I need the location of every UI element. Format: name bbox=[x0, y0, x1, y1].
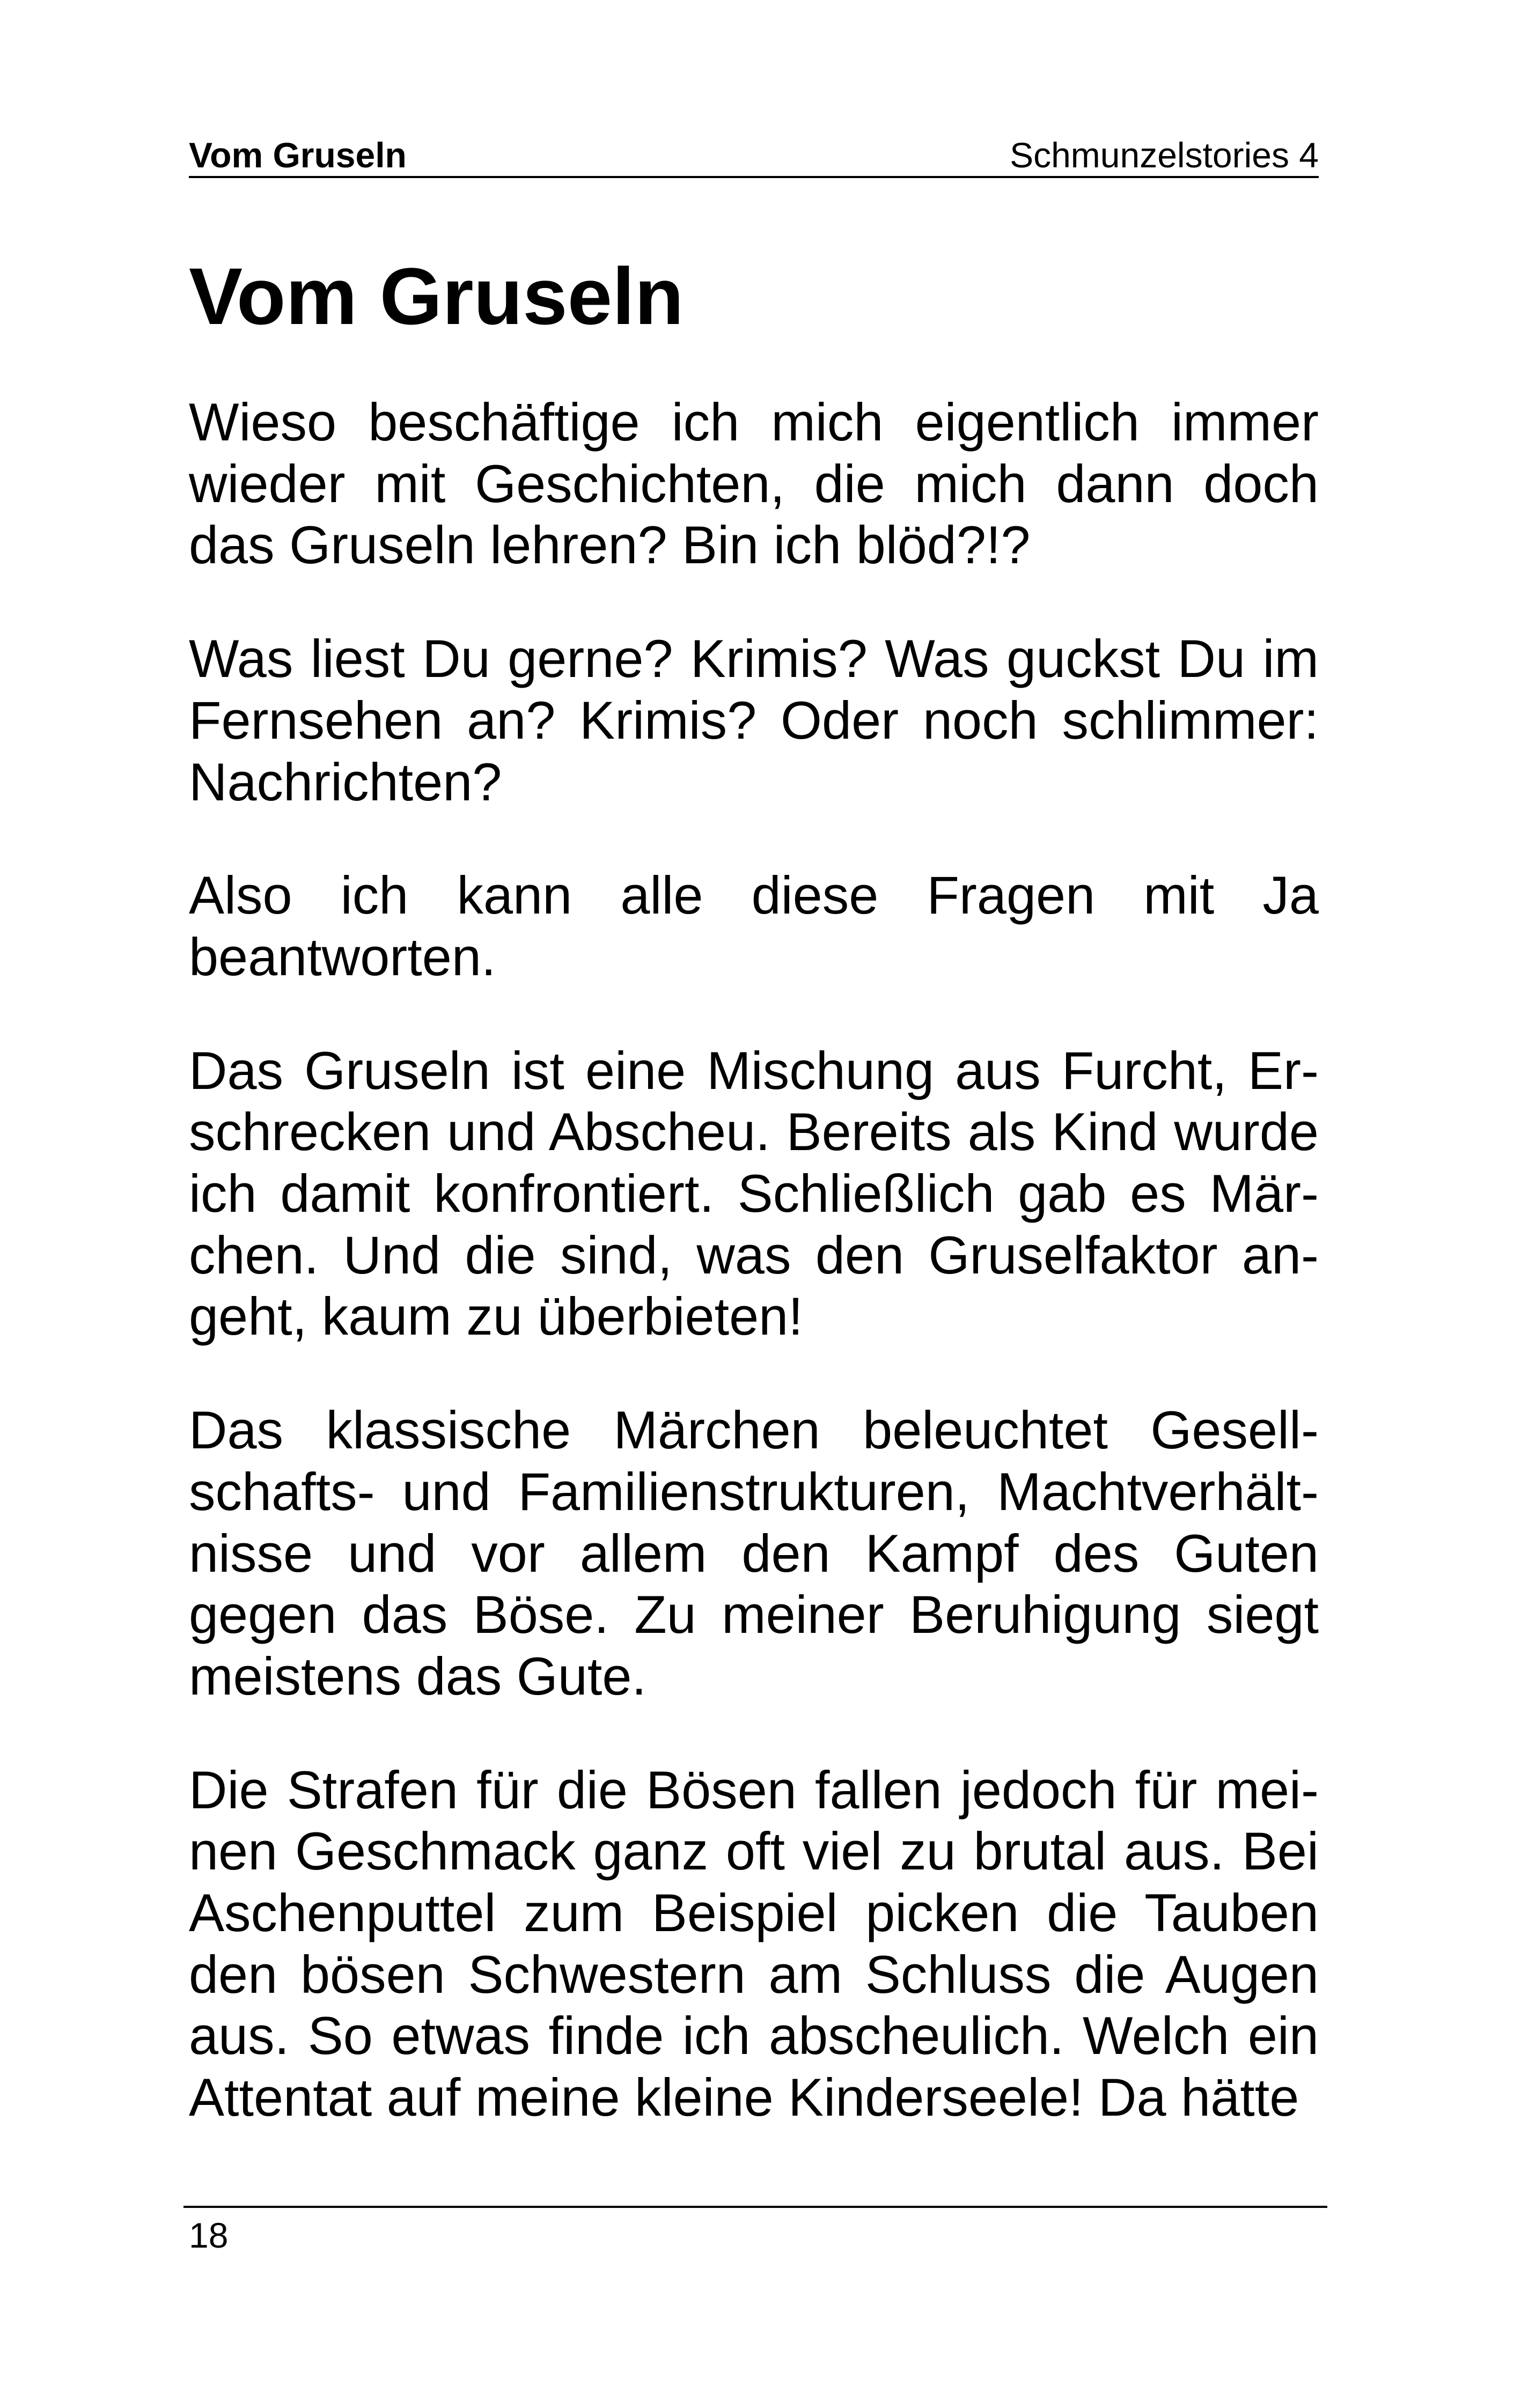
paragraph-3: Also ich kann alle diese Fragen mit Ja beantworten. bbox=[189, 865, 1319, 986]
running-header bbox=[189, 129, 1319, 178]
page-number: 18 bbox=[189, 2215, 229, 2255]
paragraph-5: Das klassische Märchen beleuchtet Gesellschafts- und Familienstrukturen, Machtverhältnisse und vor allem den Kampf des Guten gegen das Böse. Zu meiner Beruhigung siegt meistens das Gute. bbox=[189, 1400, 1319, 1706]
footer-rule bbox=[183, 2206, 1327, 2208]
paragraph-4: Das Gruseln ist eine Mischung aus Furcht, Erschrecken und Abscheu. Bereits als Kind wurde ich damit konfrontiert. Schließlich gab es Märchen. Und die sind, was den Gruselfaktor angeht, kaum zu überbieten! bbox=[189, 1040, 1319, 1346]
paragraph-6: Die Strafen für die Bösen fallen jedoch für meinen Geschmack ganz oft viel zu brutal aus. Bei Aschenputtel zum Beispiel picken die Tauben den bösen Schwestern am Schluss die Augen aus. So etwas finde ich abscheulich. Welch ein Attentat auf meine kleine Kinderseele! Da hätte bbox=[189, 1759, 1319, 2127]
chapter-title: Vom Gruseln bbox=[189, 251, 684, 341]
paragraph-2: Was liest Du gerne? Krimis? Was guckst Du im Fernsehen an? Krimis? Oder noch schlimmer: Nachrichten? bbox=[189, 629, 1319, 812]
header-book-title: Schmunzelstories 4 bbox=[1010, 135, 1319, 175]
header-chapter-title: Vom Gruseln bbox=[189, 135, 407, 175]
body-text bbox=[189, 392, 1319, 2181]
paragraph-1: Wieso beschäftige ich mich eigentlich immer wieder mit Geschichten, die mich dann doch das Gruseln lehren? Bin ich blöd?!? bbox=[189, 392, 1319, 575]
